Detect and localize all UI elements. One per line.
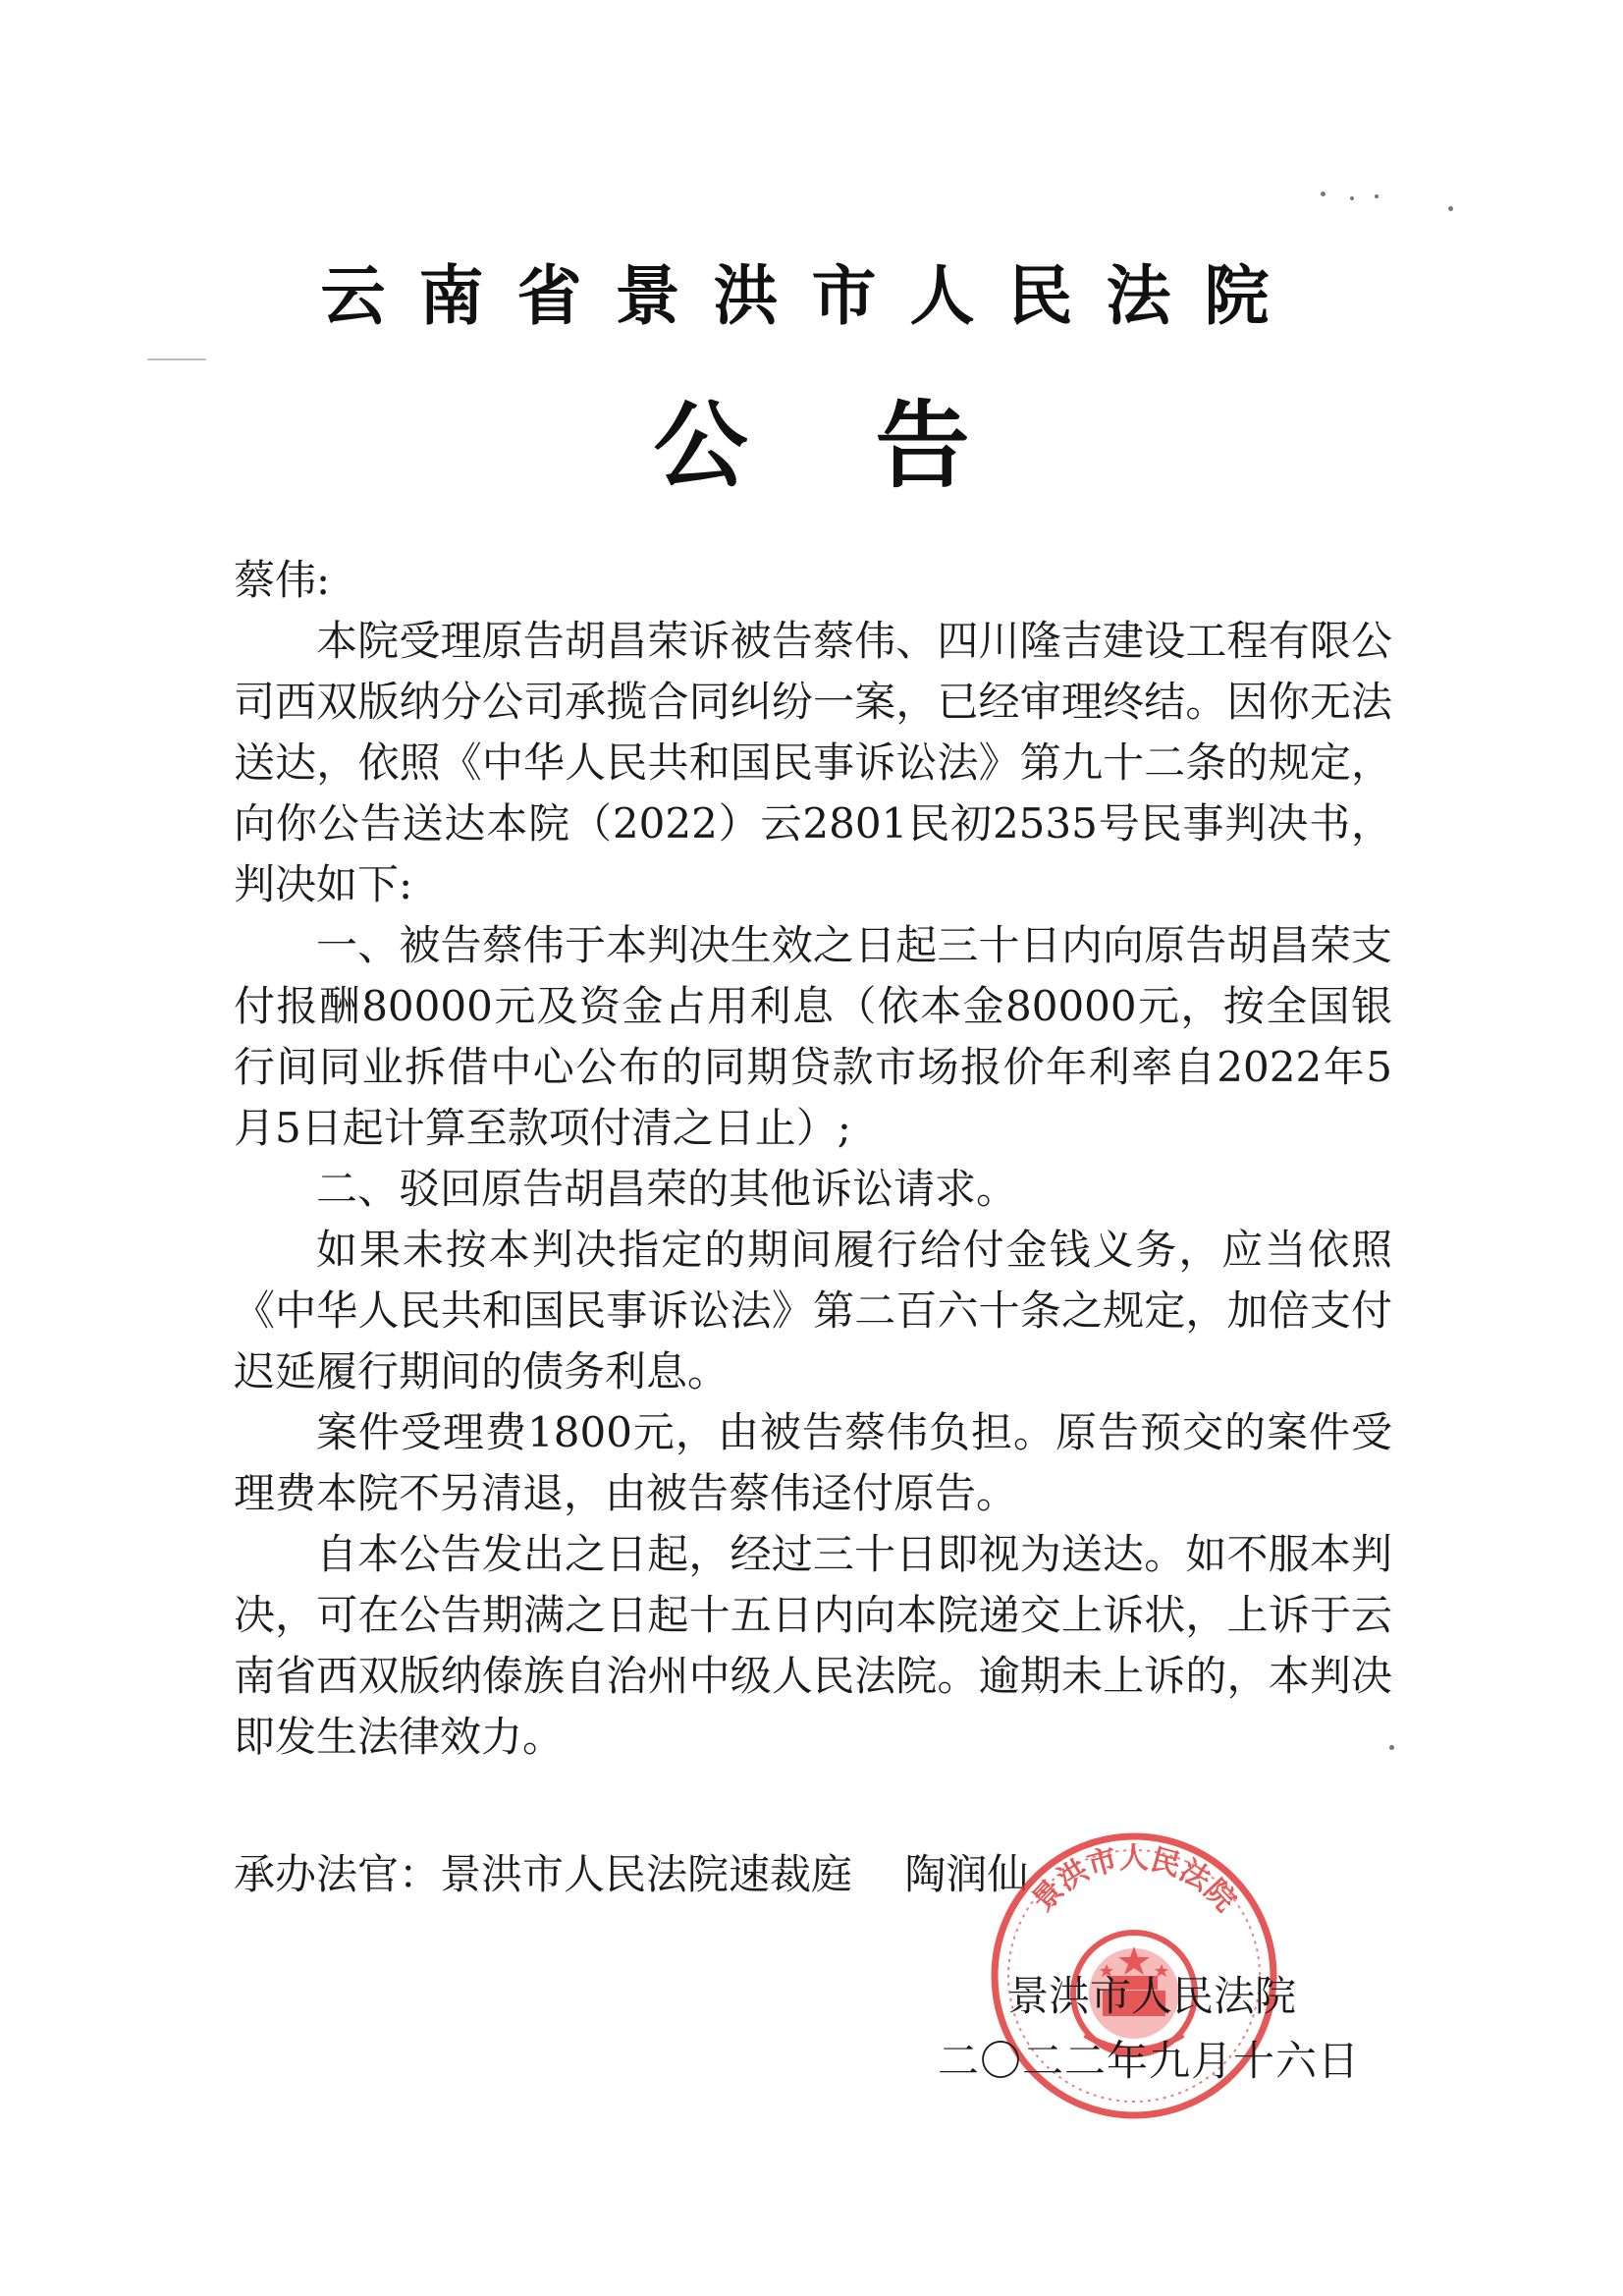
scan-speck (1321, 191, 1325, 196)
scan-speck (1350, 196, 1354, 200)
body-paragraph-judgment-1: 一、被告蔡伟于本判决生效之日起三十日内向原告胡昌荣支付报酬80000元及资金占用利息（依本金80000元，按全国银行间同业拆借中心公布的同期贷款市场报价年利率自2022年5月5日起计算至款项付清之日止）; (234, 921, 1392, 1152)
issuing-court: 景洪市人民法院 (1007, 1972, 1297, 2020)
notice-title: 公告 (653, 391, 1098, 501)
scan-speck (1448, 206, 1453, 211)
scan-speck (1375, 194, 1379, 198)
notice-body (234, 550, 1392, 1768)
body-paragraph-judgment-2: 二、驳回原告胡昌荣的其他诉讼请求。 (316, 1165, 1018, 1213)
body-paragraph-case: 本院受理原告胡昌荣诉被告蔡伟、四川隆吉建设工程有限公司西双版纳分公司承揽合同纠纷一案，已经审理终结。因你无法送达，依照《中华人民共和国民事诉讼法》第九十二条的规定，向你公告送达本院（2022）云2801民初2535号民事判决书，判决如下: (234, 617, 1392, 908)
presiding-judge: 承办法官：景洪市人民法院速裁庭 陶润仙 (234, 1850, 1029, 1898)
issue-date: 二〇二二年九月十六日 (938, 2037, 1361, 2085)
court-title: 云南省景洪市人民法院 (320, 258, 1303, 334)
seal-text: 景洪市人民法院 (1025, 1841, 1243, 1919)
scan-speck (147, 358, 206, 360)
svg-text:景洪市人民法院 (1026, 1841, 1243, 1918)
addressee: 蔡伟: (234, 556, 331, 604)
body-paragraph-interest: 如果未按本判决指定的期间履行给付金钱义务，应当依照《中华人民共和国民事诉讼法》第二百六十条之规定，加倍支付迟延履行期间的债务利息。 (234, 1226, 1392, 1395)
body-paragraph-service: 自本公告发出之日起，经过三十日即视为送达。如不服本判决，可在公告期满之日起十五日内向本院递交上诉状，上诉于云南省西双版纳傣族自治州中级人民法院。逾期未上诉的，本判决即发生法律效力。 (234, 1530, 1392, 1761)
body-paragraph-fee: 案件受理费1800元，由被告蔡伟负担。原告预交的案件受理费本院不另清退，由被告蔡伟迳付原告。 (234, 1408, 1392, 1517)
